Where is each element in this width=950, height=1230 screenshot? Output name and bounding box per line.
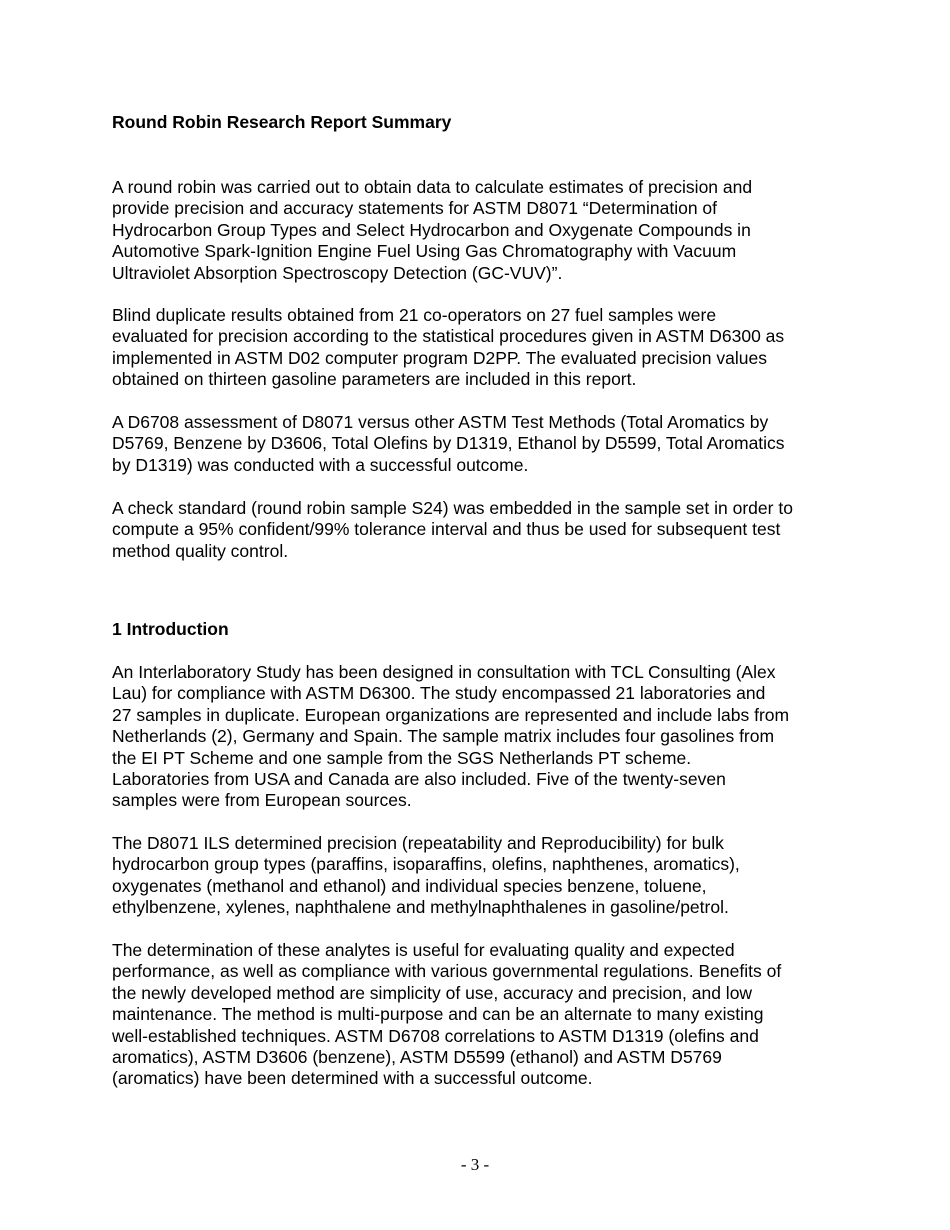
summary-paragraph-4 — [112, 498, 844, 562]
text-line: provide precision and accuracy statements for ASTM D8071 “Determination of — [112, 198, 718, 219]
text-line: maintenance. The method is multi-purpose and can be an alternate to many existing — [112, 1004, 764, 1025]
text-line: The determination of these analytes is useful for evaluating quality and expected — [112, 940, 735, 960]
text-line: A round robin was carried out to obtain data to calculate estimates of precision and — [112, 177, 753, 197]
text-line: ethylbenzene, xylenes, naphthalene and methylnaphthalenes in gasoline/petrol. — [112, 897, 729, 918]
text-line: Blind duplicate results obtained from 21 co-operators on 27 fuel samples were — [112, 305, 717, 325]
text-line: samples were from European sources. — [112, 790, 412, 811]
summary-paragraph-1 — [112, 177, 844, 284]
page-number: - 3 - — [460, 1155, 490, 1174]
text-line: Hydrocarbon Group Types and Select Hydrocarbon and Oxygenate Compounds in — [112, 219, 751, 240]
introduction-paragraph-2 — [112, 833, 844, 919]
introduction-paragraph-1 — [112, 662, 844, 812]
text-line: hydrocarbon group types (paraffins, isoparaffins, olefins, naphthenes, aromatics), — [112, 854, 740, 875]
introduction-heading: 1 Introduction — [112, 619, 229, 639]
text-line: oxygenates (methanol and ethanol) and individual species benzene, toluene, — [112, 875, 707, 896]
text-line: 27 samples in duplicate. European organizations are represented and include labs from — [112, 704, 790, 725]
text-line: by D1319) was conducted with a successful outcome. — [112, 454, 529, 475]
text-line: Laboratories from USA and Canada are also included. Five of the twenty-seven — [112, 769, 726, 790]
text-line: A check standard (round robin sample S24) was embedded in the sample set in order to — [112, 498, 793, 518]
text-line: D5769, Benzene by D3606, Total Olefins by D1319, Ethanol by D5599, Total Aromatics — [112, 433, 785, 454]
text-line: the EI PT Scheme and one sample from the SGS Netherlands PT scheme. — [112, 747, 692, 768]
text-line: A D6708 assessment of D8071 versus other ASTM Test Methods (Total Aromatics by — [112, 412, 769, 432]
text-line: obtained on thirteen gasoline parameters are included in this report. — [112, 369, 637, 390]
introduction-paragraph-3 — [112, 940, 844, 1090]
text-line: method quality control. — [112, 540, 289, 561]
text-line: The D8071 ILS determined precision (repeatability and Reproducibility) for bulk — [112, 833, 724, 853]
summary-heading: Round Robin Research Report Summary — [112, 112, 452, 132]
text-line: Lau) for compliance with ASTM D6300. The study encompassed 21 laboratories and — [112, 683, 766, 704]
text-line: Ultraviolet Absorption Spectroscopy Detection (GC-VUV)”. — [112, 262, 563, 283]
text-line: implemented in ASTM D02 computer program D2PP. The evaluated precision values — [112, 347, 767, 368]
text-line: aromatics), ASTM D3606 (benzene), ASTM D5599 (ethanol) and ASTM D5769 — [112, 1047, 722, 1068]
text-line: Netherlands (2), Germany and Spain. The sample matrix includes four gasolines from — [112, 726, 775, 747]
summary-paragraph-3 — [112, 412, 844, 476]
text-line: An Interlaboratory Study has been designed in consultation with TCL Consulting (Alex — [112, 662, 776, 682]
text-line: Automotive Spark-Ignition Engine Fuel Using Gas Chromatography with Vacuum — [112, 241, 737, 262]
text-line: compute a 95% confident/99% tolerance interval and thus be used for subsequent test — [112, 519, 781, 540]
text-line: well-established techniques. ASTM D6708 correlations to ASTM D1319 (olefins and — [112, 1025, 759, 1046]
text-line: the newly developed method are simplicity of use, accuracy and precision, and low — [112, 982, 753, 1003]
summary-paragraph-2 — [112, 305, 844, 391]
text-line: performance, as well as compliance with various governmental regulations. Benefits of — [112, 961, 782, 982]
text-line: (aromatics) have been determined with a successful outcome. — [112, 1068, 593, 1089]
text-line: evaluated for precision according to the statistical procedures given in ASTM D6300 as — [112, 326, 785, 347]
